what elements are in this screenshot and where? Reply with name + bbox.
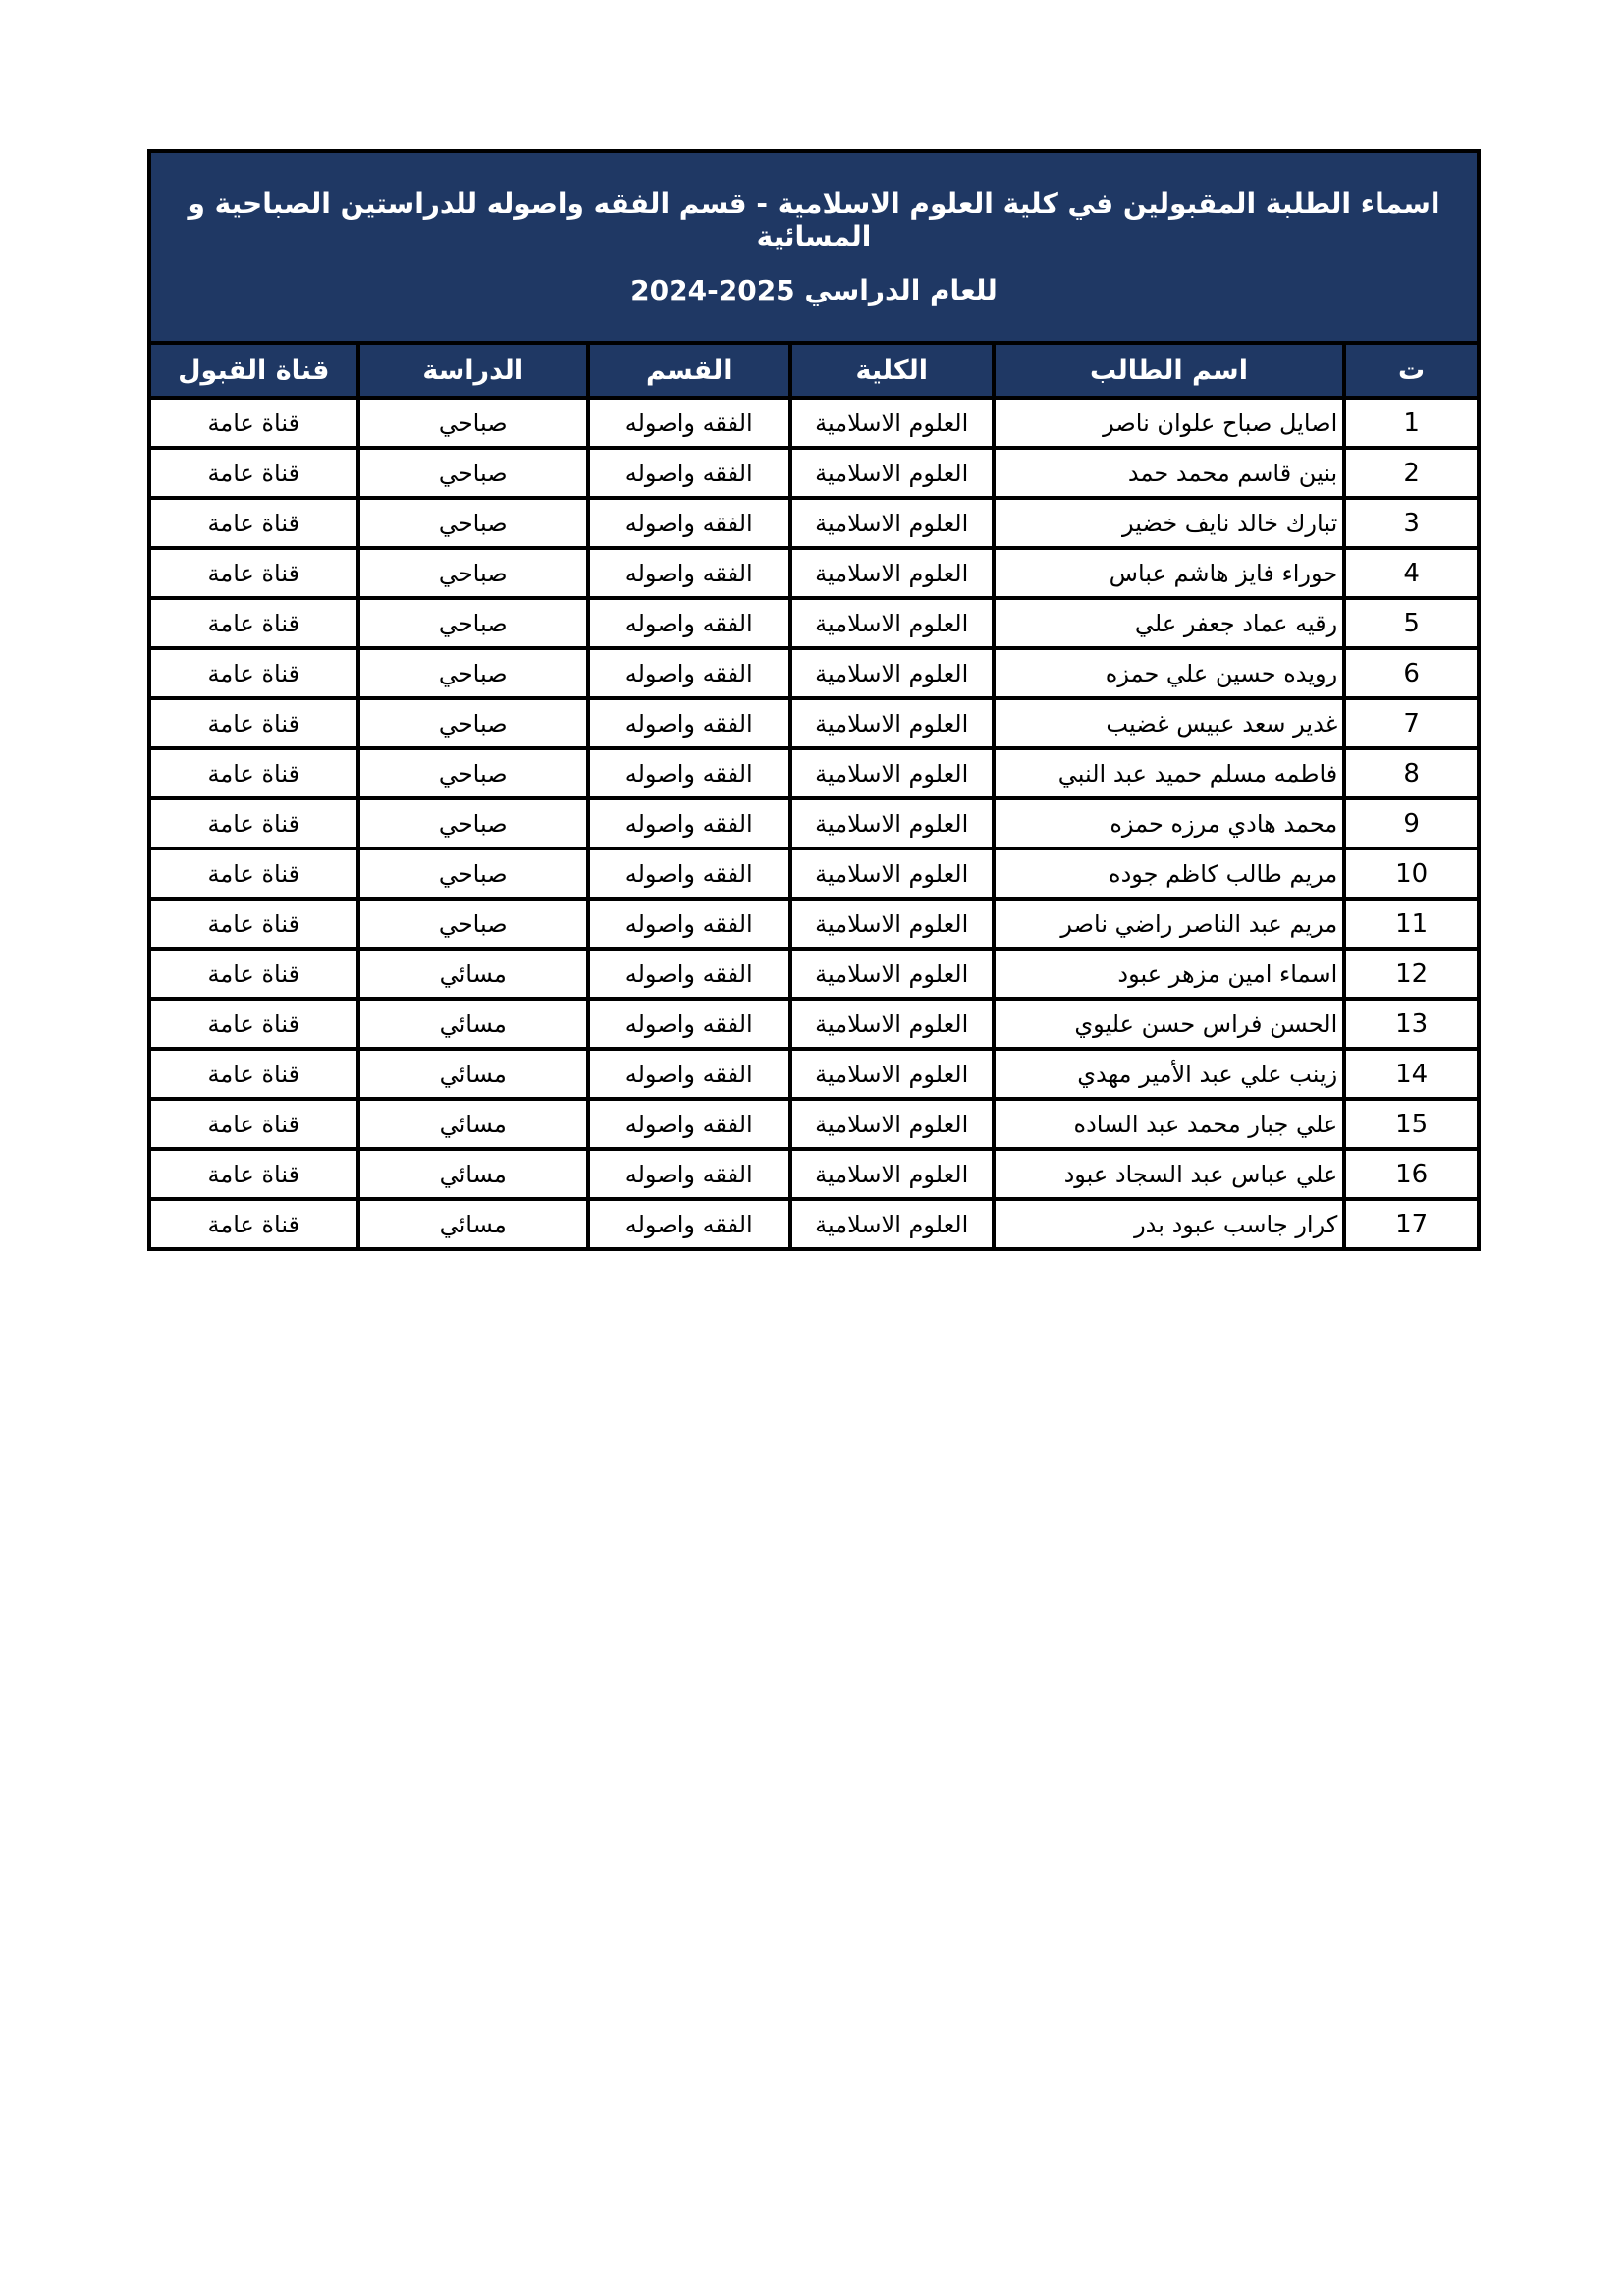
cell-name: مريم طالب كاظم جوده [994,848,1344,899]
table-row [149,899,1479,949]
cell-channel: قناة عامة [149,598,358,648]
cell-college: العلوم الاسلامية [790,448,994,498]
cell-name: اسماء امين مزهر عبود [994,949,1344,999]
column-header-num: ت [1344,343,1479,398]
title-line-2: للعام الدراسي 2025-2024 [630,274,998,306]
cell-channel: قناة عامة [149,648,358,698]
cell-name: كرار جاسب عبود بدر [994,1199,1344,1249]
cell-name: حوراء فايز هاشم عباس [994,548,1344,598]
cell-num: 10 [1344,848,1479,899]
cell-department: الفقه واصوله [588,648,790,698]
column-header-name: اسم الطالب [994,343,1344,398]
cell-channel: قناة عامة [149,1199,358,1249]
table-header [149,343,1479,398]
cell-study: صباحي [358,398,588,448]
cell-name: علي جبار محمد عبد الساده [994,1099,1344,1149]
cell-channel: قناة عامة [149,999,358,1049]
cell-study: مسائي [358,1049,588,1099]
cell-channel: قناة عامة [149,1099,358,1149]
cell-channel: قناة عامة [149,448,358,498]
cell-college: العلوم الاسلامية [790,648,994,698]
cell-num: 7 [1344,698,1479,748]
table-row [149,448,1479,498]
cell-study: مسائي [358,999,588,1049]
cell-college: العلوم الاسلامية [790,498,994,548]
cell-study: صباحي [358,798,588,848]
cell-num: 8 [1344,748,1479,798]
cell-study: صباحي [358,698,588,748]
cell-study: مسائي [358,1199,588,1249]
cell-department: الفقه واصوله [588,1049,790,1099]
cell-department: الفقه واصوله [588,899,790,949]
cell-name: بنين قاسم محمد حمد [994,448,1344,498]
cell-department: الفقه واصوله [588,498,790,548]
cell-department: الفقه واصوله [588,1199,790,1249]
cell-channel: قناة عامة [149,899,358,949]
cell-name: زينب علي عبد الأمير مهدي [994,1049,1344,1099]
cell-name: محمد هادي مرزه حمزه [994,798,1344,848]
students-acceptance-table [147,149,1481,1251]
cell-name: تبارك خالد نايف خضير [994,498,1344,548]
column-header-college: الكلية [790,343,994,398]
cell-channel: قناة عامة [149,798,358,848]
table-body [149,398,1479,1249]
cell-study: صباحي [358,899,588,949]
cell-num: 6 [1344,648,1479,698]
cell-college: العلوم الاسلامية [790,698,994,748]
table-row [149,949,1479,999]
cell-channel: قناة عامة [149,1049,358,1099]
cell-study: مسائي [358,1149,588,1199]
cell-department: الفقه واصوله [588,1099,790,1149]
cell-study: صباحي [358,648,588,698]
cell-name: فاطمه مسلم حميد عبد النبي [994,748,1344,798]
table-row [149,1149,1479,1199]
cell-num: 16 [1344,1149,1479,1199]
cell-num: 12 [1344,949,1479,999]
cell-num: 3 [1344,498,1479,548]
table-row [149,1199,1479,1249]
cell-study: مسائي [358,949,588,999]
cell-study: صباحي [358,548,588,598]
table-row [149,848,1479,899]
cell-study: صباحي [358,848,588,899]
cell-college: العلوم الاسلامية [790,798,994,848]
cell-department: الفقه واصوله [588,748,790,798]
cell-college: العلوم الاسلامية [790,398,994,448]
cell-name: علي عباس عبد السجاد عبود [994,1149,1344,1199]
cell-college: العلوم الاسلامية [790,548,994,598]
cell-num: 4 [1344,548,1479,598]
cell-name: الحسن فراس حسن عليوي [994,999,1344,1049]
column-header-channel: قناة القبول [149,343,358,398]
cell-college: العلوم الاسلامية [790,1149,994,1199]
cell-department: الفقه واصوله [588,848,790,899]
cell-college: العلوم الاسلامية [790,1049,994,1099]
cell-channel: قناة عامة [149,548,358,598]
cell-num: 17 [1344,1199,1479,1249]
cell-department: الفقه واصوله [588,949,790,999]
cell-name: رقيه عماد جعفر علي [994,598,1344,648]
column-header-study: الدراسة [358,343,588,398]
cell-study: صباحي [358,448,588,498]
cell-name: غدير سعد عبيس غضيب [994,698,1344,748]
cell-channel: قناة عامة [149,748,358,798]
cell-study: صباحي [358,498,588,548]
cell-college: العلوم الاسلامية [790,899,994,949]
table-row [149,398,1479,448]
cell-college: العلوم الاسلامية [790,1199,994,1249]
table-row [149,1049,1479,1099]
cell-num: 14 [1344,1049,1479,1099]
cell-department: الفقه واصوله [588,999,790,1049]
cell-study: صباحي [358,748,588,798]
column-header-department: القسم [588,343,790,398]
cell-study: صباحي [358,598,588,648]
cell-num: 11 [1344,899,1479,949]
cell-college: العلوم الاسلامية [790,1099,994,1149]
cell-department: الفقه واصوله [588,398,790,448]
cell-num: 15 [1344,1099,1479,1149]
table-row [149,798,1479,848]
cell-college: العلوم الاسلامية [790,999,994,1049]
cell-num: 5 [1344,598,1479,648]
table-row [149,999,1479,1049]
cell-channel: قناة عامة [149,398,358,448]
table-row [149,698,1479,748]
table-row [149,648,1479,698]
cell-num: 1 [1344,398,1479,448]
cell-department: الفقه واصوله [588,798,790,848]
cell-college: العلوم الاسلامية [790,949,994,999]
table-title-block [147,149,1481,341]
cell-college: العلوم الاسلامية [790,598,994,648]
cell-channel: قناة عامة [149,1149,358,1199]
table-row [149,548,1479,598]
cell-num: 13 [1344,999,1479,1049]
cell-department: الفقه واصوله [588,1149,790,1199]
table-row [149,1099,1479,1149]
cell-channel: قناة عامة [149,949,358,999]
title-line-1: اسماء الطلبة المقبولين في كلية العلوم الاسلامية - قسم الفقه واصوله للدراستين الصباحية و المسائية [188,188,1440,252]
cell-num: 2 [1344,448,1479,498]
cell-department: الفقه واصوله [588,698,790,748]
cell-channel: قناة عامة [149,498,358,548]
cell-college: العلوم الاسلامية [790,748,994,798]
cell-name: اصايل صباح علوان ناصر [994,398,1344,448]
students-table [147,341,1481,1251]
table-row [149,748,1479,798]
table-row [149,498,1479,548]
cell-department: الفقه واصوله [588,548,790,598]
cell-department: الفقه واصوله [588,448,790,498]
cell-name: رويده حسين علي حمزه [994,648,1344,698]
table-row [149,598,1479,648]
cell-study: مسائي [358,1099,588,1149]
header-row [149,343,1479,398]
cell-channel: قناة عامة [149,848,358,899]
cell-name: مريم عبد الناصر راضي ناصر [994,899,1344,949]
cell-channel: قناة عامة [149,698,358,748]
cell-num: 9 [1344,798,1479,848]
cell-college: العلوم الاسلامية [790,848,994,899]
cell-department: الفقه واصوله [588,598,790,648]
